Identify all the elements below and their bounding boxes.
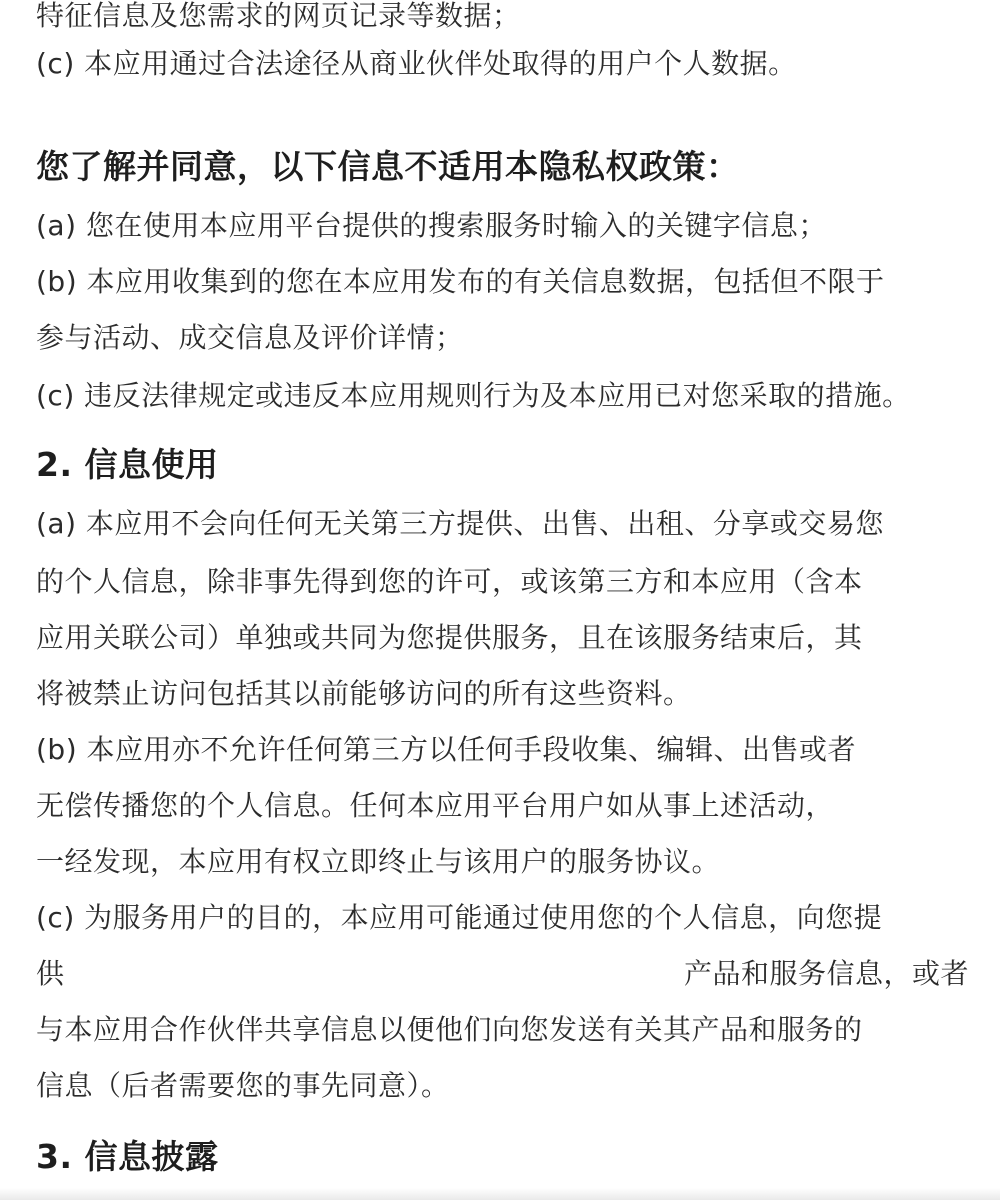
section-2-gap-line	[36, 954, 1000, 994]
intro-line-1: 特征信息及您需求的网页记录等数据；	[36, 0, 521, 32]
section-2-line-8: (c) 为服务用户的目的，本应用可能通过使用您的个人信息，向您提	[36, 901, 883, 934]
section-2-line-4: 将被禁止访问包括其以前能够访问的所有这些资料。	[36, 677, 692, 710]
section-3-heading: 3. 信息披露	[36, 1137, 219, 1176]
section-2-line-3: 应用关联公司）单独或共同为您提供服务，且在该服务结束后，其	[36, 621, 863, 654]
section-2-line-11: 信息（后者需要您的事先同意）。	[36, 1069, 450, 1102]
section-2-line-10: 与本应用合作伙伴共享信息以便他们向您发送有关其产品和服务的	[36, 1013, 863, 1046]
gap-line-left-text: 供	[36, 957, 65, 990]
section-2-line-2: 的个人信息，除非事先得到您的许可，或该第三方和本应用（含本	[36, 565, 863, 598]
section-2-line-1: (a) 本应用不会向任何无关第三方提供、出售、出租、分享或交易您	[36, 507, 884, 540]
exclusions-line-c: (c) 违反法律规定或违反本应用规则行为及本应用已对您采取的措施。	[36, 379, 911, 412]
section-2-line-6: 无偿传播您的个人信息。任何本应用平台用户如从事上述活动，	[36, 789, 835, 822]
section-2-line-5: (b) 本应用亦不允许任何第三方以任何手段收集、编辑、出售或者	[36, 733, 857, 766]
section-2-heading: 2. 信息使用	[36, 445, 219, 484]
cutoff-text-row	[0, 1188, 1000, 1200]
exclusions-line-a: (a) 您在使用本应用平台提供的搜索服务时输入的关键字信息；	[36, 209, 827, 242]
exclusions-line-b: (b) 本应用收集到的您在本应用发布的有关信息数据，包括但不限于	[36, 265, 885, 298]
gap-line-right-text: 产品和服务信息，或者	[684, 957, 970, 990]
intro-line-2: (c) 本应用通过合法途径从商业伙伴处取得的用户个人数据。	[36, 47, 797, 80]
exclusions-line-b-cont: 参与活动、成交信息及评价详情；	[36, 321, 464, 354]
section-2-line-7: 一经发现，本应用有权立即终止与该用户的服务协议。	[36, 845, 721, 878]
exclusions-heading: 您了解并同意，以下信息不适用本隐私权政策：	[36, 147, 740, 186]
